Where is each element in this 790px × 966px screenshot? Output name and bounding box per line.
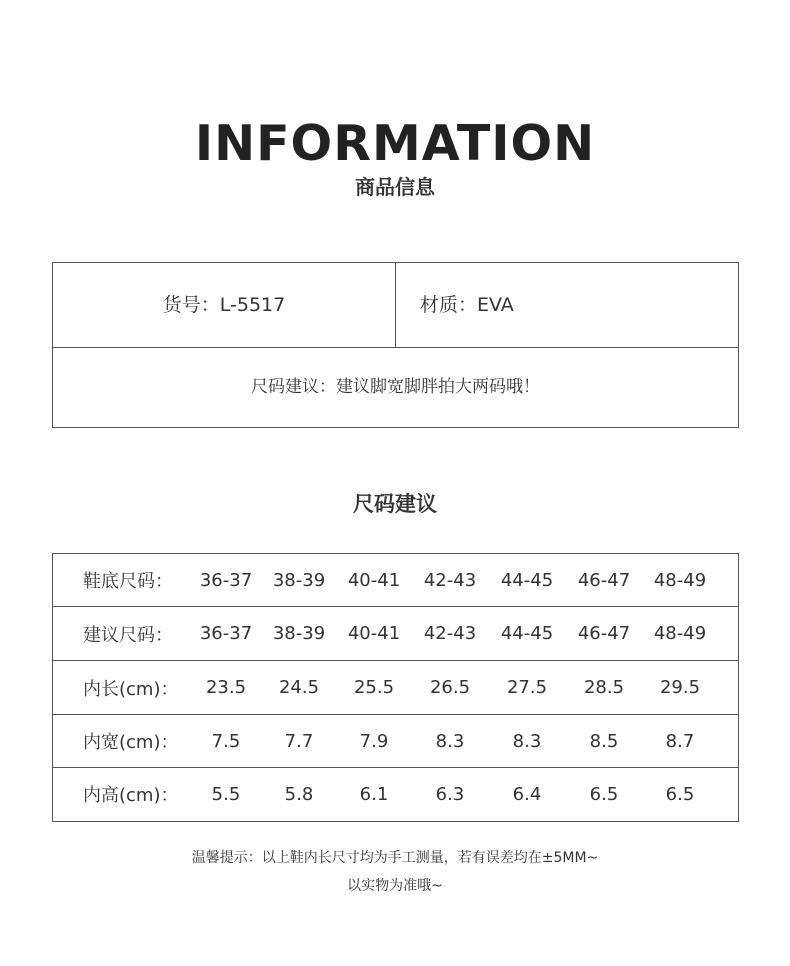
row-label: 内长(cm)： — [83, 678, 179, 700]
table-cell: 40-41 — [347, 623, 401, 644]
table-row — [53, 768, 738, 820]
size-advice: 尺码建议：建议脚宽脚胖拍大两码哦！ — [251, 377, 540, 397]
table-cell: 23.5 — [205, 677, 247, 698]
table-cell: 6.4 — [512, 783, 542, 805]
table-cell: 25.5 — [353, 677, 395, 698]
table-cell: 38-39 — [272, 623, 326, 644]
row-label: 内高(cm)： — [83, 785, 179, 806]
table-cell: 6.5 — [665, 783, 695, 805]
table-cell: 8.5 — [589, 730, 619, 752]
material: 材质：EVA — [420, 294, 514, 316]
table-cell: 36-37 — [199, 623, 253, 644]
size-table — [52, 553, 739, 822]
page-title: INFORMATION — [194, 115, 596, 172]
measurement-note — [0, 844, 790, 900]
table-cell: 46-47 — [577, 569, 631, 591]
table-row — [53, 715, 738, 768]
note-line-1: 温馨提示：以上鞋内长尺寸均为手工测量，若有误差均在±5MM~ — [191, 850, 599, 866]
table-cell: 8.3 — [512, 730, 542, 752]
table-cell: 29.5 — [659, 677, 701, 698]
product-info-box — [52, 262, 739, 428]
table-cell: 40-41 — [347, 569, 401, 591]
table-row — [53, 607, 738, 661]
table-cell: 6.1 — [359, 783, 389, 805]
table-cell: 27.5 — [506, 677, 548, 698]
table-cell: 44-45 — [500, 569, 554, 591]
table-row — [53, 554, 738, 607]
table-cell: 42-43 — [423, 623, 477, 644]
row-label: 鞋底尺码： — [83, 571, 173, 592]
row-label: 建议尺码： — [83, 624, 173, 646]
table-cell: 8.7 — [665, 730, 695, 752]
info-row — [53, 263, 738, 348]
item-number: 货号：L-5517 — [53, 263, 396, 347]
table-cell: 5.5 — [211, 783, 241, 805]
table-cell: 28.5 — [583, 677, 625, 698]
table-cell: 36-37 — [199, 569, 253, 591]
table-cell: 5.8 — [284, 783, 314, 805]
table-cell: 24.5 — [278, 677, 320, 698]
table-cell: 8.3 — [435, 730, 465, 752]
table-cell: 7.5 — [211, 730, 241, 752]
size-section-title: 尺码建议 — [353, 492, 437, 516]
table-row — [53, 661, 738, 715]
page-subtitle: 商品信息 — [355, 175, 435, 199]
row-label: 内宽(cm)： — [83, 732, 179, 753]
table-cell: 46-47 — [577, 623, 631, 644]
table-cell: 44-45 — [500, 623, 554, 644]
table-cell: 48-49 — [653, 623, 707, 644]
note-line-2: 以实物为准哦~ — [347, 878, 443, 894]
table-cell: 38-39 — [272, 569, 326, 591]
table-cell: 6.5 — [589, 783, 619, 805]
table-cell: 42-43 — [423, 569, 477, 591]
table-cell: 26.5 — [429, 677, 471, 698]
table-cell: 7.9 — [359, 730, 389, 752]
table-cell: 6.3 — [435, 783, 465, 805]
table-cell: 7.7 — [284, 730, 314, 752]
table-cell: 48-49 — [653, 569, 707, 591]
